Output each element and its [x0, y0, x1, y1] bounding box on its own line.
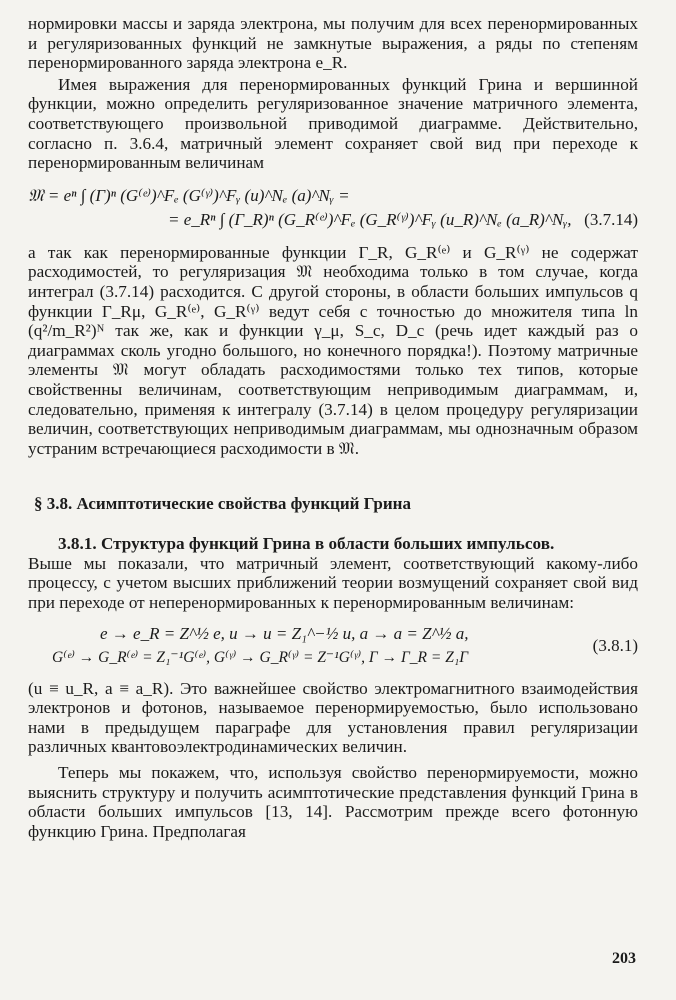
page-number: 203	[612, 950, 636, 967]
paragraph-3: а так как перенормированные функции Γ_R, G_R⁽ᵉ⁾ и G_R⁽ᵞ⁾ не содержат расходимостей, то регуляризация 𝔐 необходима только в том случае, когда интеграл (3.7.14) расходится. С другой стороны, в области больших импульсов q функции Γ_Rμ, G_R⁽ᵉ⁾, G_R⁽ᵞ⁾ ведут себя с точностью до множителя типа ln (q²/m_R²)ᴺ так же, как и функции γ_μ, S_c, D_c (речь идет каждый раз о диаграммах сколь угодно большого, но конечного порядка!). Поэтому матричные элементы 𝔐 могут обладать расходимостями только тех типов, которые свойственны величинам, соответствующим неприводимым диаграммам, и, следовательно, применяя к интегралу (3.7.14) в целом процедуру регуляризации величин, соответствующих неприводимым диаграммам, мы однозначным образом устраним встречающиеся расходимости в 𝔐.	[28, 242, 638, 458]
subsection-title: 3.8.1. Структура функций Грина в области больших импульсов.	[58, 534, 555, 554]
equation-3-8-1-line2: G⁽ᵉ⁾ → G_R⁽ᵉ⁾ = Z₁⁻¹G⁽ᵉ⁾, G⁽ᵞ⁾ → G_R⁽ᵞ⁾ = Z⁻¹G⁽ᵞ⁾, Γ → Γ_R = Z₁Γ (3.8.1)	[52, 635, 638, 666]
page-body	[28, 14, 638, 841]
equation-number: (3.7.14)	[584, 209, 638, 229]
equation-3-8-1-line1: e → e_R = Z^½ e, u → u = Z₁^−½ u, a → a = Z^½ a,	[100, 623, 469, 643]
equation-3-7-14-line2: = e_Rⁿ ∫ (Γ_R)ⁿ (G_R⁽ᵉ⁾)^Fₑ (G_R⁽ᵞ⁾)^Fᵧ (u_R)^Nₑ (a_R)^Nᵧ, (3.7.14)	[168, 209, 638, 229]
section-title: § 3.8. Асимптотические свойства функций Грина	[34, 494, 411, 514]
paragraph-1: нормировки массы и заряда электрона, мы получим для всех перенормированных и регуляризованных функций не замкнутые выражения, а ряды по степеням перенормированного заряда электрона e_R.	[28, 14, 638, 73]
paragraph-4: Выше мы показали, что матричный элемент, соответствующий какому-либо процессу, с учетом высших приближений теории возмущений сохраняет свой вид при переходе от неперенормированных к перенормированным величинам:	[28, 553, 638, 613]
paragraph-6: Теперь мы покажем, что, используя свойство перенормируемости, можно выяснить структуру и получить асимптотические представления функций Грина в области больших импульсов [13, 14]. Рассмотрим прежде всего фотонную функцию Грина. Предполагая	[28, 763, 638, 841]
equation-3-7-14-line1: 𝔐 = eⁿ ∫ (Γ)ⁿ (G⁽ᵉ⁾)^Fₑ (G⁽ᵞ⁾)^Fᵧ (u)^Nₑ (a)^Nᵧ =	[28, 185, 350, 205]
paragraph-2: Имея выражения для перенормированных функций Грина и вершинной функции, можно определить регуляризованное значение матричного элемента, соответствующего произвольной приводимой диаграмме. Действительно, согласно п. 3.6.4, матричный элемент сохраняет свой вид при переходе к перенормированным величинам	[28, 74, 638, 173]
equation-number: (3.8.1)	[592, 635, 638, 655]
paragraph-5: (u ≡ u_R, a ≡ a_R). Это важнейшее свойство электромагнитного взаимодействия электронов и фотонов, называемое перенормируемостью, было использовано нами в предыдущем параграфе для установления правил регуляризации различных квантовоэлектродинамических величин.	[28, 678, 638, 757]
